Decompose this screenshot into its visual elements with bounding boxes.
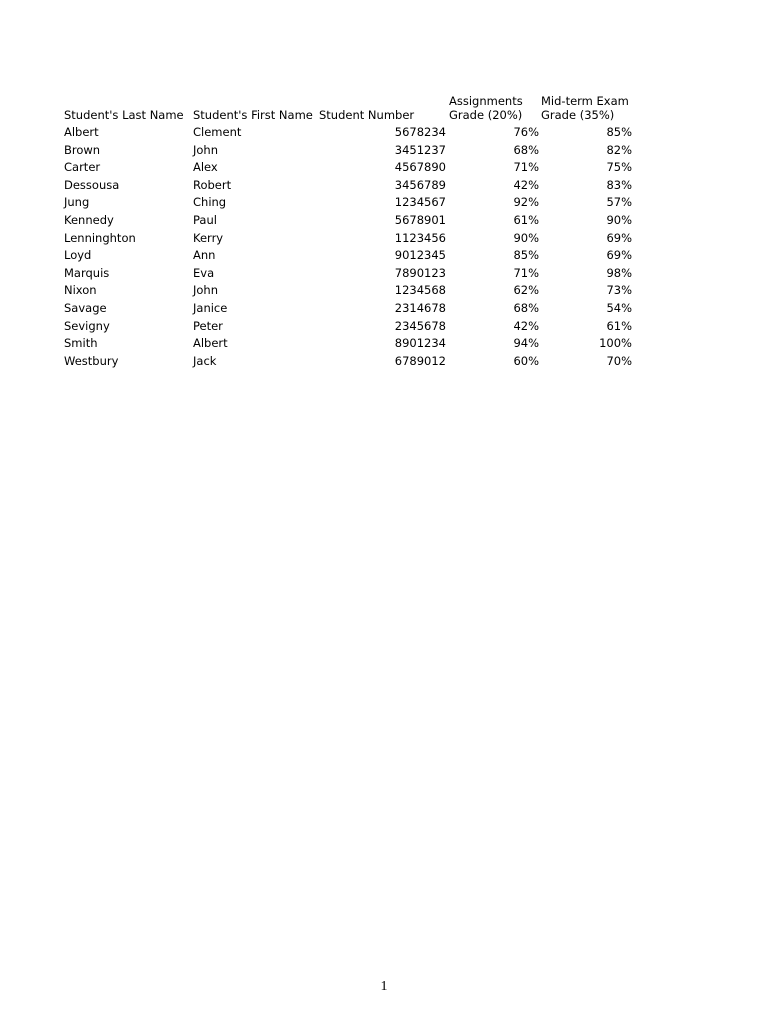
cell-student-number: 6789012 <box>394 353 446 368</box>
cell-assignments-grade: 68% <box>513 300 539 315</box>
cell-student-number: 2314678 <box>394 300 446 315</box>
cell-student-number: 3456789 <box>394 177 446 192</box>
cell-midterm-grade: 57% <box>606 195 632 210</box>
cell-first-name: Kerry <box>193 230 224 245</box>
table-row <box>64 247 632 265</box>
table-row <box>64 335 632 353</box>
cell-assignments-grade: 62% <box>513 283 539 298</box>
cell-student-number: 4567890 <box>394 160 446 175</box>
cell-last-name: Lenninghton <box>64 230 136 245</box>
cell-student-number: 7890123 <box>394 265 446 280</box>
table-row <box>64 159 632 177</box>
cell-midterm-grade: 70% <box>606 353 632 368</box>
header-midterm <box>539 95 632 124</box>
cell-midterm-grade: 82% <box>606 142 632 157</box>
cell-assignments-grade: 94% <box>513 336 539 351</box>
cell-first-name: Eva <box>193 265 215 280</box>
cell-first-name: Clement <box>193 125 242 139</box>
cell-assignments-grade: 71% <box>513 160 539 175</box>
header-assignments-line2: Grade (20%) <box>449 107 523 122</box>
cell-first-name: Ann <box>193 248 216 263</box>
table-row <box>64 265 632 283</box>
cell-assignments-grade: 68% <box>513 142 539 157</box>
table-header <box>64 95 632 124</box>
header-midterm-line1: Mid-term Exam <box>541 94 629 108</box>
cell-first-name: Janice <box>193 300 228 315</box>
cell-student-number: 9012345 <box>394 248 446 263</box>
cell-assignments-grade: 76% <box>513 125 539 139</box>
cell-student-number: 5678234 <box>394 125 446 139</box>
table-row <box>64 177 632 195</box>
cell-last-name: Westbury <box>64 353 119 368</box>
table-row <box>64 124 632 142</box>
cell-student-number: 2345678 <box>394 318 446 333</box>
cell-last-name: Loyd <box>64 248 92 263</box>
header-student-number: Student Number <box>319 107 415 122</box>
cell-student-number: 5678901 <box>394 212 446 227</box>
cell-last-name: Kennedy <box>64 212 114 227</box>
cell-midterm-grade: 85% <box>606 125 632 139</box>
table-body <box>64 124 632 370</box>
cell-last-name: Nixon <box>64 283 97 298</box>
cell-midterm-grade: 98% <box>606 265 632 280</box>
cell-first-name: John <box>193 142 219 157</box>
table-row <box>64 318 632 336</box>
table-row <box>64 282 632 300</box>
cell-assignments-grade: 61% <box>513 212 539 227</box>
cell-first-name: Paul <box>193 212 217 227</box>
cell-last-name: Jung <box>64 195 90 210</box>
cell-midterm-grade: 83% <box>606 177 632 192</box>
cell-last-name: Dessousa <box>64 177 120 192</box>
cell-assignments-grade: 60% <box>513 353 539 368</box>
header-first-name: Student's First Name <box>193 107 313 122</box>
page-number: 1 <box>380 979 388 994</box>
cell-midterm-grade: 69% <box>606 248 632 263</box>
cell-first-name: John <box>193 283 219 298</box>
header-assignments-line1: Assignments <box>449 94 523 108</box>
cell-assignments-grade: 90% <box>513 230 539 245</box>
cell-midterm-grade: 90% <box>606 212 632 227</box>
cell-first-name: Robert <box>193 177 232 192</box>
cell-last-name: Albert <box>64 125 99 139</box>
cell-midterm-grade: 75% <box>606 160 632 175</box>
cell-first-name: Ching <box>193 195 227 210</box>
header-assignments <box>448 95 539 124</box>
table-row <box>64 230 632 248</box>
cell-midterm-grade: 69% <box>606 230 632 245</box>
header-last-name: Student's Last Name <box>64 107 184 122</box>
cell-last-name: Marquis <box>64 265 110 280</box>
cell-first-name: Alex <box>193 160 218 175</box>
cell-student-number: 8901234 <box>394 336 446 351</box>
cell-midterm-grade: 61% <box>606 318 632 333</box>
cell-assignments-grade: 42% <box>513 177 539 192</box>
cell-last-name: Smith <box>64 336 98 351</box>
cell-midterm-grade: 100% <box>599 336 632 351</box>
cell-last-name: Brown <box>64 142 101 157</box>
cell-first-name: Albert <box>193 336 228 351</box>
cell-last-name: Savage <box>64 300 107 315</box>
table-row <box>64 194 632 212</box>
table-row <box>64 353 632 371</box>
cell-last-name: Carter <box>64 160 101 175</box>
table-row <box>64 142 632 160</box>
cell-last-name: Sevigny <box>64 318 110 333</box>
grades-table <box>64 95 632 370</box>
cell-student-number: 1234567 <box>394 195 446 210</box>
table-row <box>64 212 632 230</box>
table-row <box>64 300 632 318</box>
header-midterm-line2: Grade (35%) <box>541 107 615 122</box>
cell-student-number: 1234568 <box>394 283 446 298</box>
cell-assignments-grade: 71% <box>513 265 539 280</box>
cell-student-number: 3451237 <box>394 142 446 157</box>
cell-midterm-grade: 73% <box>606 283 632 298</box>
cell-midterm-grade: 54% <box>606 300 632 315</box>
cell-assignments-grade: 85% <box>513 248 539 263</box>
cell-assignments-grade: 92% <box>513 195 539 210</box>
header-row <box>64 95 632 124</box>
cell-first-name: Peter <box>193 318 223 333</box>
cell-student-number: 1123456 <box>394 230 446 245</box>
cell-first-name: Jack <box>193 353 217 368</box>
cell-assignments-grade: 42% <box>513 318 539 333</box>
